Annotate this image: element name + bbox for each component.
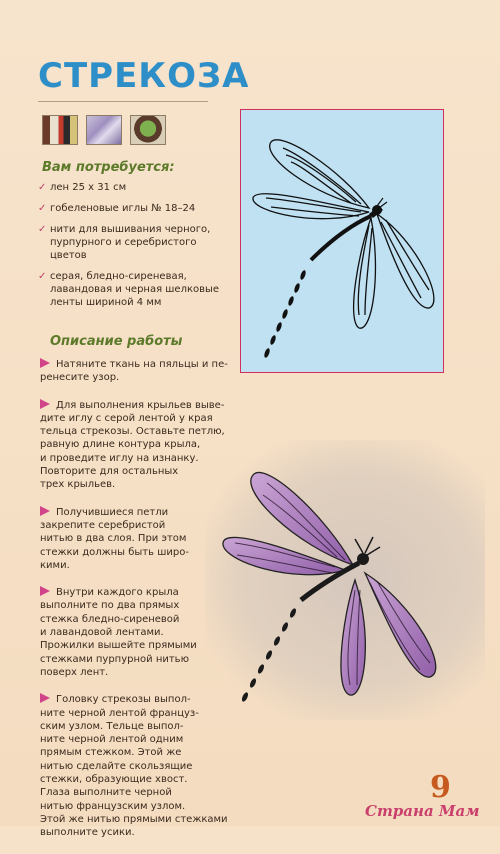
cushion-thumbnail [130, 115, 166, 145]
material-text: нити для вышивания черного, пурпурного и серебристого цветов [50, 224, 211, 261]
pattern-illustration [240, 109, 444, 373]
embroidered-dragonfly-photo [205, 455, 465, 725]
tail-segment [299, 270, 307, 281]
page-number: 9 [430, 770, 451, 805]
tail-segment [281, 621, 290, 632]
page-title: СТРЕКОЗА [38, 56, 250, 96]
list-item [38, 270, 228, 309]
thumbnail-strip [42, 115, 166, 145]
wing-lower-right [341, 580, 365, 695]
list-item [38, 181, 228, 194]
ribbon-thumbnail [86, 115, 122, 145]
instructions-heading: Описание работы [50, 334, 183, 349]
tail-segment [249, 677, 258, 688]
title-divider [38, 101, 208, 102]
tail-segment [287, 296, 295, 307]
tail-segment [257, 663, 266, 674]
instruction-step: Натяните ткань на пяльцы и пе- ренесите узор. [40, 359, 228, 384]
checkmark-icon: ✓ [38, 224, 47, 235]
wing-vein [381, 220, 429, 298]
material-text: гобеленовые иглы № 18–24 [50, 203, 196, 214]
checkmark-icon: ✓ [38, 271, 47, 282]
tail-segment [275, 322, 283, 333]
wing-upper-right [365, 573, 436, 677]
wing-outline [377, 214, 434, 308]
materials-list [38, 181, 228, 317]
instruction-step: Внутри каждого крыла выполните по два прямых стежка бледно-сиреневой и лавандовой лентами. Прожилки вышейте прямыми стежками пурпурной нитью поверх лент. [40, 587, 197, 678]
bullet-triangle-icon [40, 693, 50, 703]
material-text: лен 25 х 31 см [50, 182, 127, 193]
instruction-step: Головку стрекозы выпол- ните черной лентой француз- ским узлом. Тельце выпол- ните черной лентой одним прямым стежком. Этой же нитью сделайте скользящие стежки, образующие хвост. Глаза выполните черной нитью французским узлом. Этой же нитью прямыми стежками выполните усики. [40, 694, 228, 839]
antenna [355, 537, 380, 555]
tail-segment [293, 283, 301, 294]
tail-segment [263, 348, 271, 359]
checkmark-icon: ✓ [38, 203, 47, 214]
body [311, 216, 371, 260]
checkmark-icon: ✓ [38, 182, 47, 193]
tail-segment [281, 309, 289, 320]
materials-heading: Вам потребуется: [42, 160, 175, 175]
instruction-step: Для выполнения крыльев выве- дите иглу с серой лентой у края тельца стрекозы. Оставьте петлю, равную длине контура крыла, и проведите иглу на изнанку. Повторите для остальных трех крыльев. [40, 399, 225, 491]
tail-segment [265, 649, 274, 660]
bullet-triangle-icon [40, 586, 50, 596]
tail-segment [241, 691, 250, 702]
tail-segment [289, 607, 298, 618]
wing-vein [358, 225, 372, 315]
dragonfly-pattern-drawing [241, 110, 443, 372]
bullet-triangle-icon [40, 358, 50, 368]
bullet-triangle-icon [40, 399, 50, 409]
tail-segment [269, 335, 277, 346]
watermark: Страна Мам [365, 802, 480, 820]
tail-segment [273, 635, 282, 646]
bullet-triangle-icon [40, 506, 50, 516]
knot-stitch-thumbnail [42, 115, 78, 145]
list-item [38, 223, 228, 262]
instruction-step: Получившиеся петли закрепите серебристой нитью в два слоя. При этом стежки должны быть широ- кими. [40, 506, 189, 571]
material-text: серая, бледно-сиреневая, лавандовая и черная шелковые ленты шириной 4 мм [50, 271, 220, 308]
list-item [38, 202, 228, 215]
